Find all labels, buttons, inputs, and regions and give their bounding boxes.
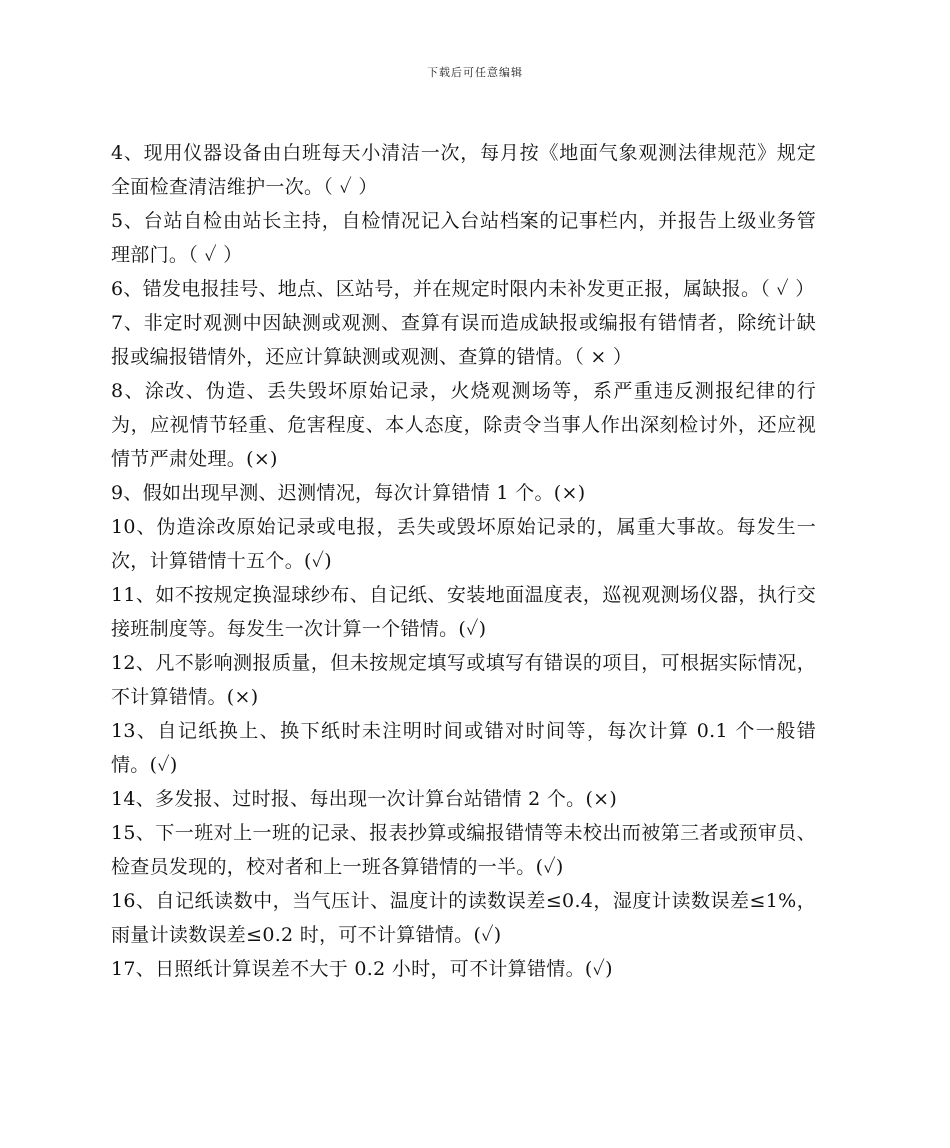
question-item-9: 9、假如出现早测、迟测情况，每次计算错情 1 个。(×): [111, 482, 586, 504]
question-item-13: 13、自记纸换上、换下纸时未注明时间或错对时间等，每次计算 0.1 个一般错情。(✓): [111, 720, 816, 776]
question-item-17: 17、日照纸计算误差不大于 0.2 小时，可不计算错情。(✓): [111, 958, 613, 980]
question-item-4: 4、现用仪器设备由白班每天小清洁一次，每月按《地面气象观测法律规范》规定全面检查清洁维护一次。（ ✓ ）: [111, 142, 816, 198]
question-item-16: 16、自记纸读数中，当气压计、温度计的读数误差≤0.4，湿度计读数误差≤1%，雨量计读数误差≤0.2 时，可不计算错情。(✓): [111, 890, 816, 946]
question-item-15: 15、下一班对上一班的记录、报表抄算或编报错情等未校出而被第三者或预审员、检查员发现的，校对者和上一班各算错情的一半。(✓): [111, 822, 816, 878]
question-item-10: 10、伪造涂改原始记录或电报，丢失或毁坏原始记录的，属重大事故。每发生一次，计算错情十五个。(✓): [111, 516, 816, 572]
question-item-8: 8、涂改、伪造、丢失毁坏原始记录，火烧观测场等，系严重违反测报纪律的行为，应视情节轻重、危害程度、本人态度，除责令当事人作出深刻检讨外，还应视情节严肃处理。(×): [111, 380, 816, 470]
question-item-12: 12、凡不影响测报质量，但未按规定填写或填写有错误的项目，可根据实际情况，不计算错情。(×): [111, 652, 816, 708]
question-item-6: 6、错发电报挂号、地点、区站号，并在规定时限内未补发更正报，属缺报。（ ✓ ）: [111, 278, 815, 300]
page-header: 下载后可任意编辑: [427, 66, 523, 79]
question-item-7: 7、非定时观测中因缺测或观测、查算有误而造成缺报或编报有错情者，除统计缺报或编报错情外，还应计算缺测或观测、查算的错情。（ × ）: [111, 312, 816, 368]
document-body: [111, 136, 816, 986]
question-item-11: 11、如不按规定换湿球纱布、自记纸、安装地面温度表，巡视观测场仪器，执行交接班制度等。每发生一次计算一个错情。(✓): [111, 584, 816, 640]
question-item-5: 5、台站自检由站长主持，自检情况记入台站档案的记事栏内，并报告上级业务管理部门。（ ✓ ）: [111, 210, 816, 266]
question-item-14: 14、多发报、过时报、每出现一次计算台站错情 2 个。(×): [111, 788, 618, 810]
